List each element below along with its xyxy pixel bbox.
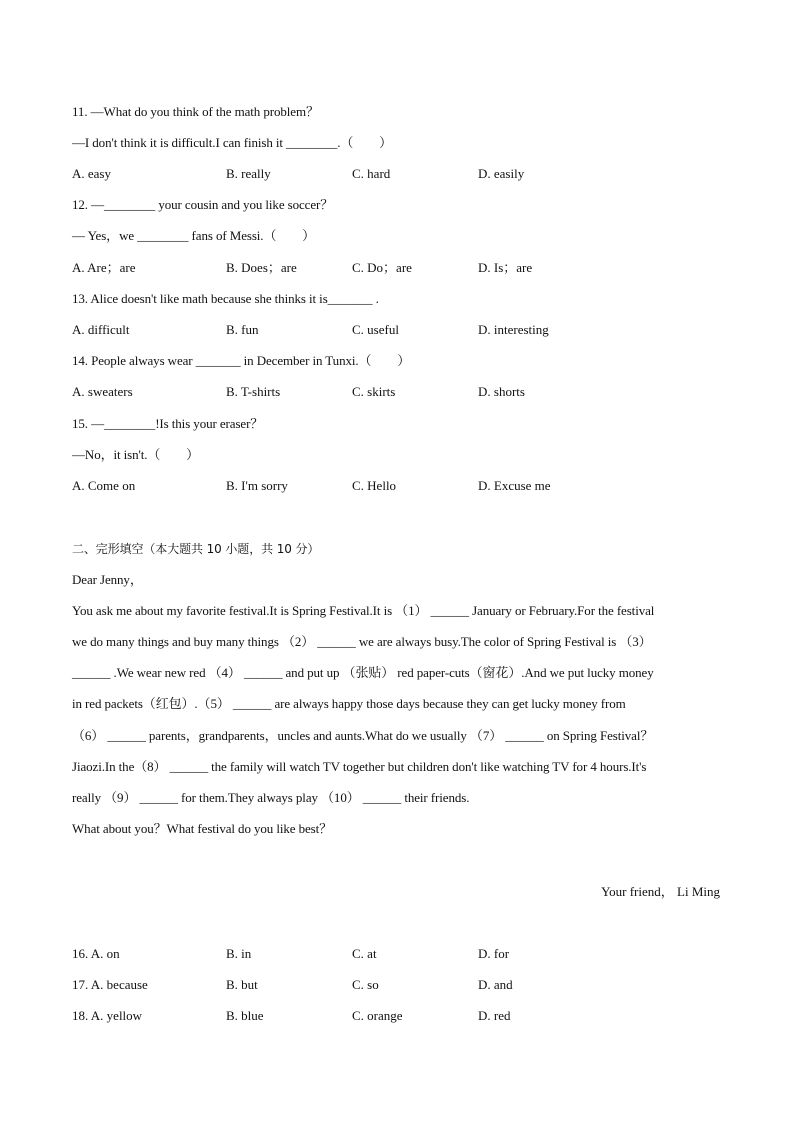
question-13-option-c: C. useful — [352, 322, 399, 337]
question-18-option-d: D. red — [478, 1008, 511, 1023]
question-11-option-b: B. really — [226, 166, 271, 181]
passage-line-3: ______ .We wear new red （4） ______ and put up （张贴） red paper-cuts（窗花）.And we put lucky money — [72, 665, 654, 680]
question-12-reply: — Yes，we ________ fans of Messi.（ ） — [72, 228, 316, 243]
question-14-option-c: C. skirts — [352, 384, 396, 399]
passage-line-7: really （9） ______ for them.They always play （10） ______ their friends. — [72, 790, 470, 805]
question-14-option-b: B. T-shirts — [226, 384, 281, 399]
question-11-option-d: D. easily — [478, 166, 525, 181]
question-13-option-b: B. fun — [226, 322, 259, 337]
question-11-stem: 11. —What do you think of the math problem？ — [72, 104, 319, 119]
question-17-option-d: D. and — [478, 977, 513, 992]
question-17-options — [72, 976, 772, 994]
question-17-option-c: C. so — [352, 977, 379, 992]
question-18-options — [72, 1007, 772, 1025]
passage-line-8: What about you？What festival do you like best？ — [72, 821, 333, 836]
question-11-reply: —I don't think it is difficult.I can finish it ________.（ ） — [72, 135, 392, 150]
passage-line-1: You ask me about my favorite festival.It is Spring Festival.It is （1） ______ January or February.For the festival — [72, 603, 655, 618]
passage-line-5: （6） ______ parents，grandparents，uncles and aunts.What do we usually （7） ______ on Spring Festival？ — [72, 728, 654, 743]
question-12-stem: 12. —________ your cousin and you like soccer？ — [72, 197, 334, 212]
question-11-options — [72, 165, 772, 183]
question-12-option-c: C. Do；are — [352, 260, 412, 275]
question-13-options — [72, 321, 772, 339]
question-14-stem: 14. People always wear _______ in December in Tunxi.（ ） — [72, 353, 411, 368]
question-15-option-d: D. Excuse me — [478, 478, 551, 493]
passage-line-2: we do many things and buy many things （2） ______ we are always busy.The color of Spring Festival is （3） — [72, 634, 652, 649]
question-15-option-c: C. Hello — [352, 478, 397, 493]
question-16-option-a: 16. A. on — [72, 946, 120, 961]
question-12-option-a: A. Are；are — [72, 260, 136, 275]
question-11-option-c: C. hard — [352, 166, 391, 181]
question-16-options — [72, 945, 772, 963]
question-15-option-a: A. Come on — [72, 478, 136, 493]
question-15-option-b: B. I'm sorry — [226, 478, 288, 493]
question-14-option-a: A. sweaters — [72, 384, 133, 399]
question-15-options — [72, 477, 772, 495]
letter-signoff: Your friend， Li Ming — [601, 884, 720, 899]
question-12-options — [72, 259, 772, 277]
passage-line-6: Jiaozi.In the（8） ______ the family will watch TV together but children don't like watching TV for 4 hours.It's — [72, 759, 647, 774]
question-15-reply: —No，it isn't.（ ） — [72, 447, 200, 462]
passage-line-4: in red packets（红包）.（5） ______ are always happy those days because they can get lucky money from — [72, 696, 626, 711]
question-13-option-d: D. interesting — [478, 322, 549, 337]
question-12-option-b: B. Does；are — [226, 260, 297, 275]
section-heading-cloze: 二、完形填空（本大题共 10 小题，共 10 分） — [72, 542, 320, 556]
question-17-option-b: B. but — [226, 977, 258, 992]
question-14-options — [72, 383, 772, 401]
question-14-option-d: D. shorts — [478, 384, 525, 399]
question-18-option-b: B. blue — [226, 1008, 264, 1023]
question-18-option-a: 18. A. yellow — [72, 1008, 143, 1023]
question-12-option-d: D. Is；are — [478, 260, 533, 275]
question-11-option-a: A. easy — [72, 166, 111, 181]
question-18-option-c: C. orange — [352, 1008, 403, 1023]
question-17-option-a: 17. A. because — [72, 977, 148, 992]
letter-greeting: Dear Jenny， — [72, 572, 143, 587]
question-16-option-d: D. for — [478, 946, 510, 961]
question-13-option-a: A. difficult — [72, 322, 130, 337]
question-16-option-c: C. at — [352, 946, 377, 961]
question-15-stem: 15. —________!Is this your eraser？ — [72, 416, 264, 431]
question-16-option-b: B. in — [226, 946, 252, 961]
question-13-stem: 13. Alice doesn't like math because she thinks it is_______ . — [72, 291, 379, 306]
